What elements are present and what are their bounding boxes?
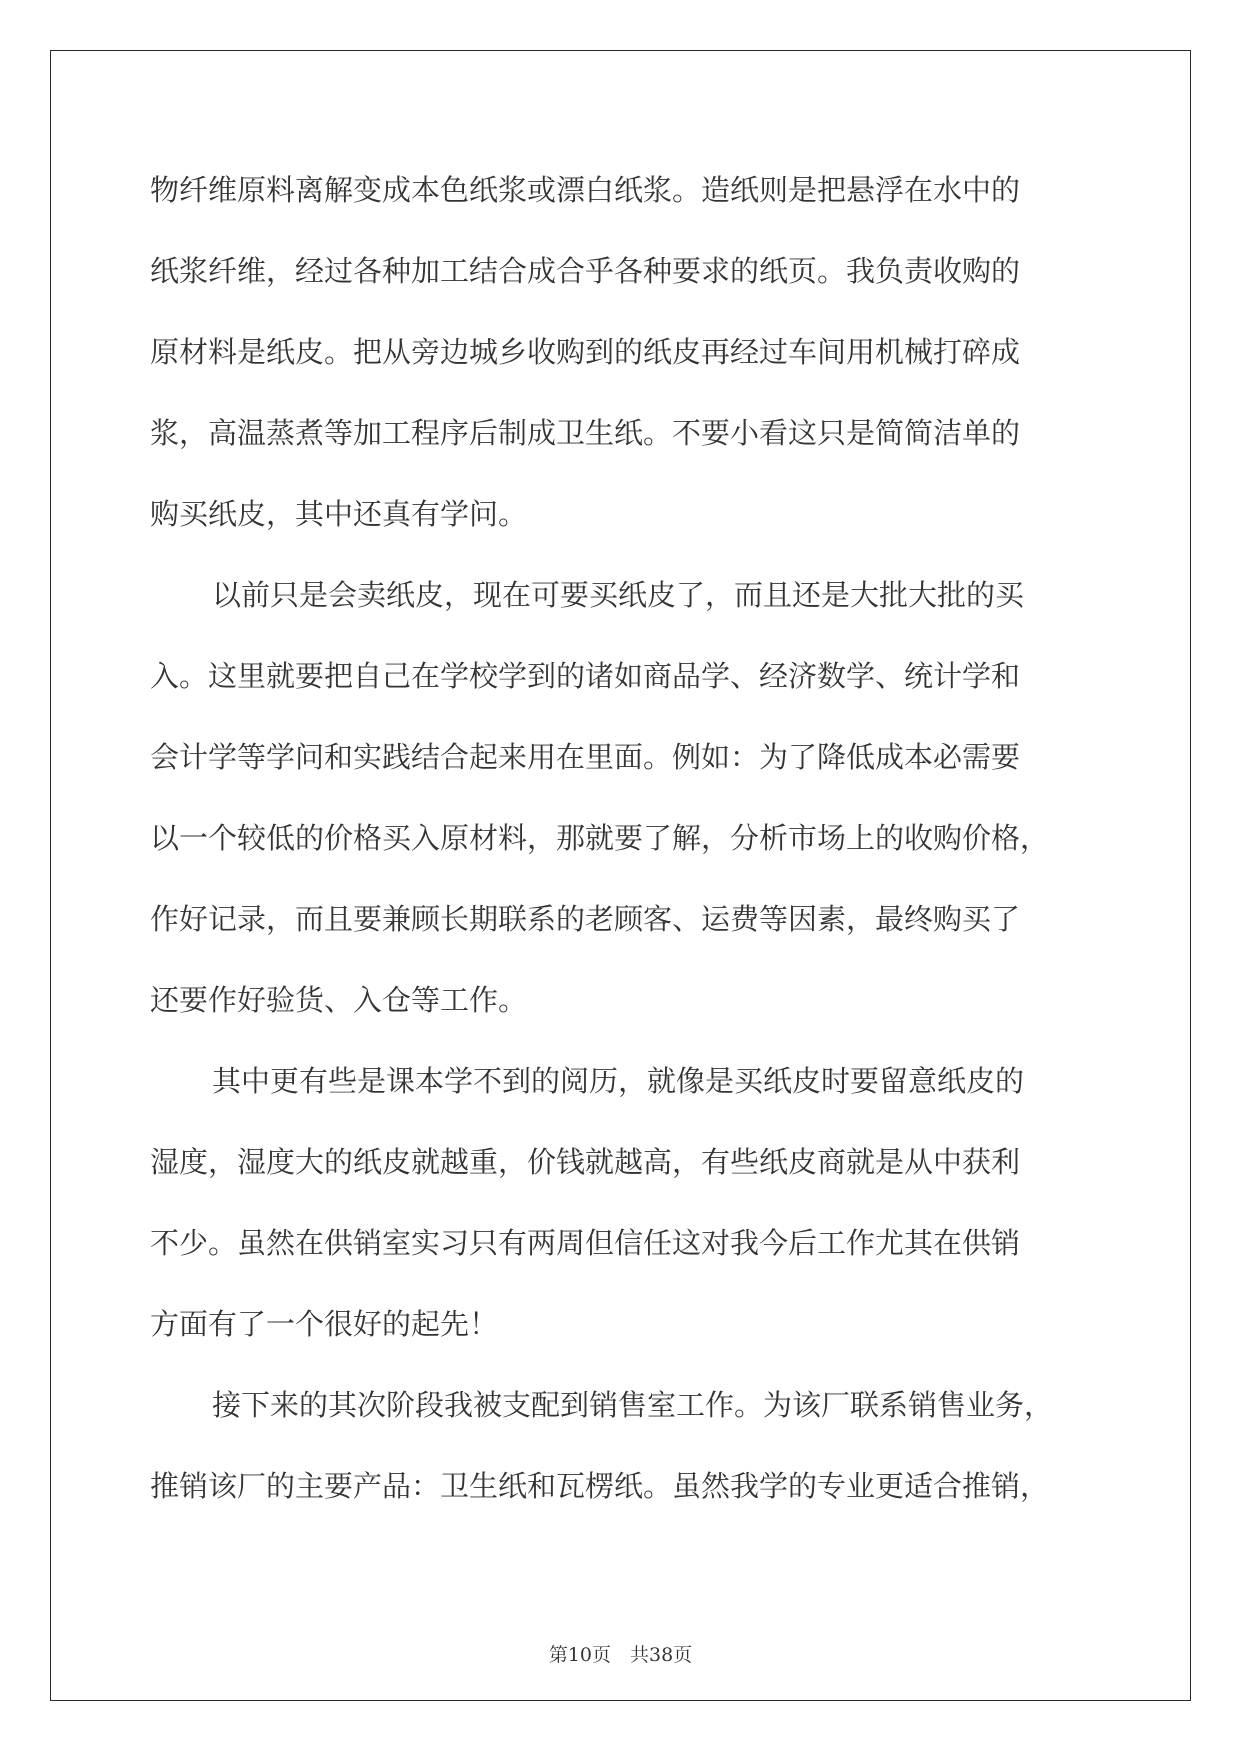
paragraph-start-line: 接下来的其次阶段我被支配到销售室工作。为该厂联系销售业务，	[212, 1388, 1054, 1422]
text-line: 作好记录，而且要兼顾长期联系的老顾客、运费等因素，最终购买了	[150, 902, 1021, 936]
text-line: 还要作好验货、入仓等工作。	[150, 983, 528, 1017]
text-line: 物纤维原料离解变成本色纸浆或漂白纸浆。造纸则是把悬浮在水中的	[150, 173, 1021, 207]
document-body	[150, 150, 1090, 1527]
text-line: 以一个较低的价格买入原材料，那就要了解，分析市场上的收购价格，	[150, 821, 1050, 855]
text-line: 原材料是纸皮。把从旁边城乡收购到的纸皮再经过车间用机械打碎成	[150, 335, 1021, 369]
text-line: 不少。虽然在供销室实习只有两周但信任这对我今后工作尤其在供销	[150, 1226, 1021, 1260]
text-line: 推销该厂的主要产品：卫生纸和瓦楞纸。虽然我学的专业更适合推销，	[150, 1469, 1050, 1503]
page-number: 第10页 共38页	[548, 1644, 693, 1666]
text-line: 购买纸皮，其中还真有学问。	[150, 497, 528, 531]
paragraph-start-line: 其中更有些是课本学不到的阅历，就像是买纸皮时要留意纸皮的	[212, 1064, 1025, 1098]
text-line: 方面有了一个很好的起先！	[150, 1307, 499, 1341]
text-line: 入。这里就要把自己在学校学到的诸如商品学、经济数学、统计学和	[150, 659, 1021, 693]
page-footer	[0, 1640, 1241, 1667]
text-line: 纸浆纤维，经过各种加工结合成合乎各种要求的纸页。我负责收购的	[150, 254, 1021, 288]
paragraph-start-line: 以前只是会卖纸皮，现在可要买纸皮了，而且还是大批大批的买	[212, 578, 1025, 612]
text-line: 湿度，湿度大的纸皮就越重，价钱就越高，有些纸皮商就是从中获利	[150, 1145, 1021, 1179]
text-line: 会计学等学问和实践结合起来用在里面。例如：为了降低成本必需要	[150, 740, 1021, 774]
text-line: 浆，高温蒸煮等加工程序后制成卫生纸。不要小看这只是简简洁单的	[150, 416, 1021, 450]
